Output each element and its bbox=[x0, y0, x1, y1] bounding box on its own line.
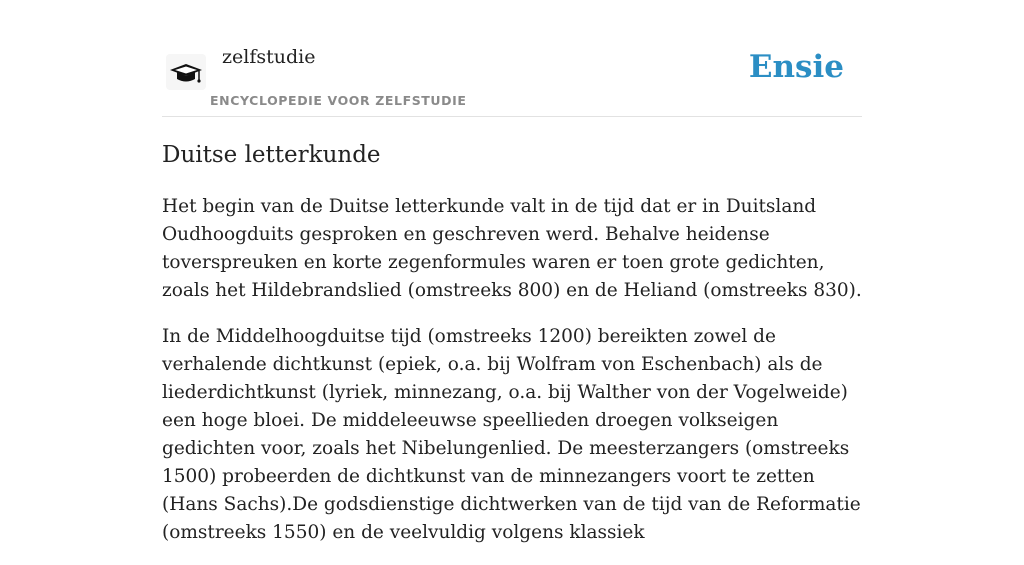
brand-name-link[interactable]: zelfstudie bbox=[222, 46, 316, 68]
site-header bbox=[162, 0, 862, 117]
graduation-cap-icon[interactable] bbox=[166, 54, 206, 90]
article-title: Duitse letterkunde bbox=[162, 142, 381, 168]
ensie-logo-link[interactable]: Ensie bbox=[748, 49, 844, 85]
article-paragraph: In de Middelhoogduitse tijd (omstreeks 1200) bereikten zowel de verhalende dichtkunst (epiek, o.a. bij Wolfram von Eschenbach) als de liederdichtkunst (lyriek, minnezang, o.a. bij Walther von der Vogelweide) een hoge bloei. De middeleeuwse speellieden droegen volkseigen gedichten voor, zoals het Nibelungenlied. De meesterzangers (omstreeks 1500) probeerden de dichtkunst van de minnezangers voort te zetten (Hans Sachs).De godsdienstige dichtwerken van de tijd van de Reformatie (omstreeks 1550) en de veelvuldig volgens klassiek bbox=[162, 326, 861, 543]
site-tagline: ENCYCLOPEDIE VOOR ZELFSTUDIE bbox=[210, 93, 467, 108]
article-content bbox=[162, 139, 862, 565]
article-paragraph: Het begin van de Duitse letterkunde valt in de tijd dat er in Duitsland Oudhoogduits gesproken en geschreven werd. Behalve heidense toverspreuken en korte zegenformules waren er toen grote gedichten, zoals het Hildebrandslied (omstreeks 800) en de Heliand (omstreeks 830). bbox=[162, 196, 862, 301]
